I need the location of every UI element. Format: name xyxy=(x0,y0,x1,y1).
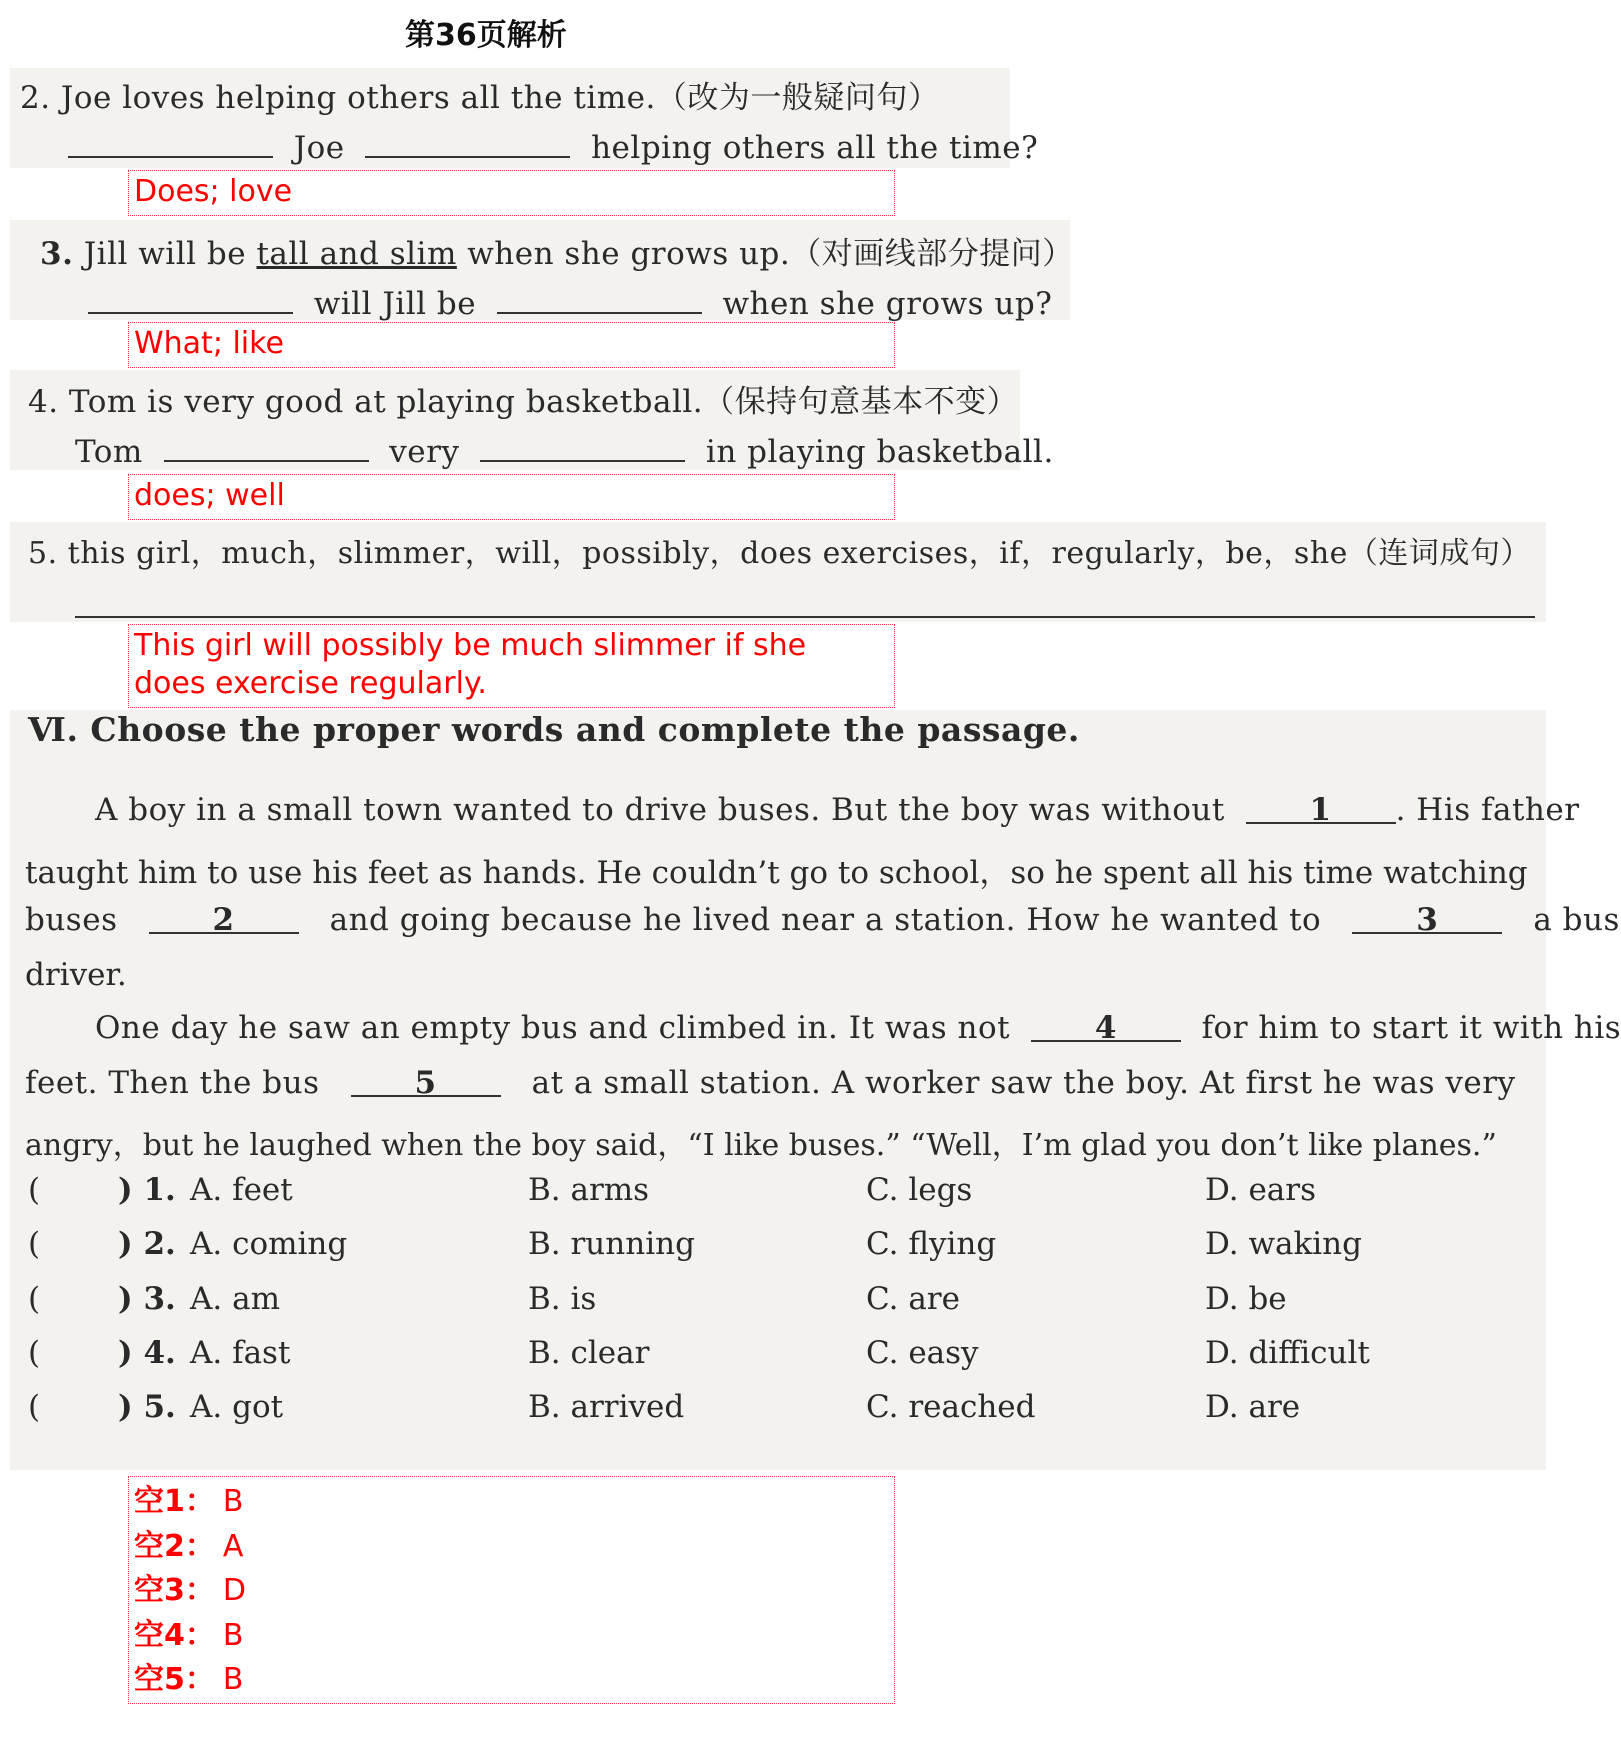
passage-text: . His father xyxy=(1395,792,1580,828)
blank-2: 2 xyxy=(149,902,299,934)
answer-box-q2 xyxy=(128,170,895,216)
answer-key: 空1： xyxy=(134,1484,215,1519)
question-4-fill-line xyxy=(75,430,1054,470)
blank xyxy=(68,126,273,158)
blank xyxy=(365,126,570,158)
answer-value: A xyxy=(222,1528,244,1564)
answer-text: does; well xyxy=(134,478,285,513)
option-a: A. fast xyxy=(190,1335,291,1371)
answer-value: B xyxy=(222,1617,244,1653)
question-3-fill-line xyxy=(88,282,1052,322)
blank-5: 5 xyxy=(351,1065,501,1097)
option-d: D. ears xyxy=(1205,1172,1317,1208)
option-b: B. arrived xyxy=(528,1389,685,1425)
option-c: C. legs xyxy=(866,1172,973,1208)
option-b: B. is xyxy=(528,1281,597,1317)
sentence-tail: when she grows up? xyxy=(722,286,1053,322)
answer-text: Does; love xyxy=(134,174,293,209)
question-3-prompt xyxy=(40,228,1074,273)
option-a: A. got xyxy=(190,1389,284,1425)
passage-text: at a small station. A worker saw the boy. At first he was very xyxy=(531,1065,1516,1101)
blank xyxy=(88,282,293,314)
answer-text: What; like xyxy=(134,326,284,361)
section-6-title: Ⅵ. Choose the proper words and complete the passage. xyxy=(28,710,1080,749)
answer-value: B xyxy=(222,1484,244,1519)
option-number: ) 3. xyxy=(118,1281,176,1317)
option-a: A. am xyxy=(190,1281,280,1317)
word-joe: Joe xyxy=(293,130,345,166)
answer-line xyxy=(134,1483,889,1528)
word-very: very xyxy=(389,434,460,470)
option-b: B. clear xyxy=(528,1335,650,1371)
sentence-post: when she grows up.（对画线部分提问） xyxy=(467,236,1074,272)
option-number: ) 2. xyxy=(118,1226,176,1262)
option-a: A. feet xyxy=(190,1172,293,1208)
answer-box-section-6 xyxy=(128,1476,895,1704)
passage-line xyxy=(95,1010,1621,1046)
option-d: D. be xyxy=(1205,1281,1287,1317)
question-2-prompt: 2. Joe loves helping others all the time.（改为一般疑问句） xyxy=(20,80,940,116)
option-number: ) 4. xyxy=(118,1335,176,1371)
blank xyxy=(497,282,702,314)
passage-text: and going because he lived near a station. How he wanted to xyxy=(329,902,1322,938)
blank-3: 3 xyxy=(1352,902,1502,934)
answer-rule xyxy=(75,616,1535,618)
option-c: C. are xyxy=(866,1281,960,1317)
answer-paren: ( xyxy=(28,1172,41,1208)
option-c: C. easy xyxy=(866,1335,979,1371)
answer-value: B xyxy=(222,1662,244,1697)
underlined-phrase: tall and slim xyxy=(256,236,457,272)
answer-box-q5 xyxy=(128,624,895,708)
answer-paren: ( xyxy=(28,1226,41,1262)
question-2-fill-line xyxy=(68,126,1038,166)
passage-text: a bus xyxy=(1533,902,1620,938)
option-c: C. flying xyxy=(866,1226,997,1262)
answer-text-line-1: This girl will possibly be much slimmer if she xyxy=(134,628,807,663)
answer-value: D xyxy=(222,1573,246,1608)
passage-text: for him to start it with his xyxy=(1201,1010,1621,1046)
answer-paren: ( xyxy=(28,1335,41,1371)
question-4-prompt: 4. Tom is very good at playing basketball.（保持句意基本不变） xyxy=(28,384,1019,420)
passage-text: buses xyxy=(25,902,118,938)
option-number: ) 5. xyxy=(118,1389,176,1425)
option-d: D. difficult xyxy=(1205,1335,1370,1371)
answer-line xyxy=(134,1617,889,1662)
answer-paren: ( xyxy=(28,1281,41,1317)
passage-line xyxy=(95,792,1580,828)
answer-paren: ( xyxy=(28,1389,41,1425)
option-b: B. running xyxy=(528,1226,695,1262)
answer-key: 空3： xyxy=(134,1573,215,1608)
answer-box-q3 xyxy=(128,322,895,368)
option-b: B. arms xyxy=(528,1172,650,1208)
passage-line: driver. xyxy=(25,957,127,993)
option-d: D. are xyxy=(1205,1389,1301,1425)
passage-text: A boy in a small town wanted to drive buses. But the boy was without xyxy=(95,792,1225,828)
passage-line xyxy=(25,1065,1516,1101)
blank-4: 4 xyxy=(1031,1010,1181,1042)
blank-1: 1 xyxy=(1246,792,1396,824)
blank xyxy=(164,430,369,462)
answer-key: 空5： xyxy=(134,1662,215,1697)
answer-line xyxy=(134,1661,889,1706)
word-tom: Tom xyxy=(75,434,143,470)
answer-box-q4 xyxy=(128,474,895,520)
passage-text: One day he saw an empty bus and climbed in. It was not xyxy=(95,1010,1011,1046)
passage-line xyxy=(25,902,1620,938)
answer-text-line-2: does exercise regularly. xyxy=(134,666,487,701)
option-c: C. reached xyxy=(866,1389,1036,1425)
passage-line: angry，but he laughed when the boy said，“I like buses.” “Well，I’m glad you don’t like planes.” xyxy=(25,1128,1497,1163)
blank xyxy=(480,430,685,462)
passage-text: feet. Then the bus xyxy=(25,1065,320,1101)
passage-line: taught him to use his feet as hands. He couldn’t go to school，so he spent all his time watching xyxy=(25,855,1528,891)
answer-line xyxy=(134,1528,889,1573)
option-a: A. coming xyxy=(190,1226,348,1262)
answer-line xyxy=(134,1572,889,1617)
option-number: ) 1. xyxy=(118,1172,176,1208)
sentence-pre: Jill will be xyxy=(83,236,247,272)
answer-key: 空4： xyxy=(134,1617,215,1653)
answer-key: 空2： xyxy=(134,1528,215,1564)
page-title: 第36页解析 xyxy=(405,18,567,53)
sentence-tail: in playing basketball. xyxy=(705,434,1054,470)
sentence-tail: helping others all the time? xyxy=(591,130,1039,166)
question-5-prompt: 5. this girl，much，slimmer，will，possibly，does exercises，if，regularly，be，she（连词成句） xyxy=(28,536,1531,571)
sentence-mid: will Jill be xyxy=(313,286,477,322)
question-number: 3. xyxy=(40,236,74,272)
option-d: D. waking xyxy=(1205,1226,1362,1262)
